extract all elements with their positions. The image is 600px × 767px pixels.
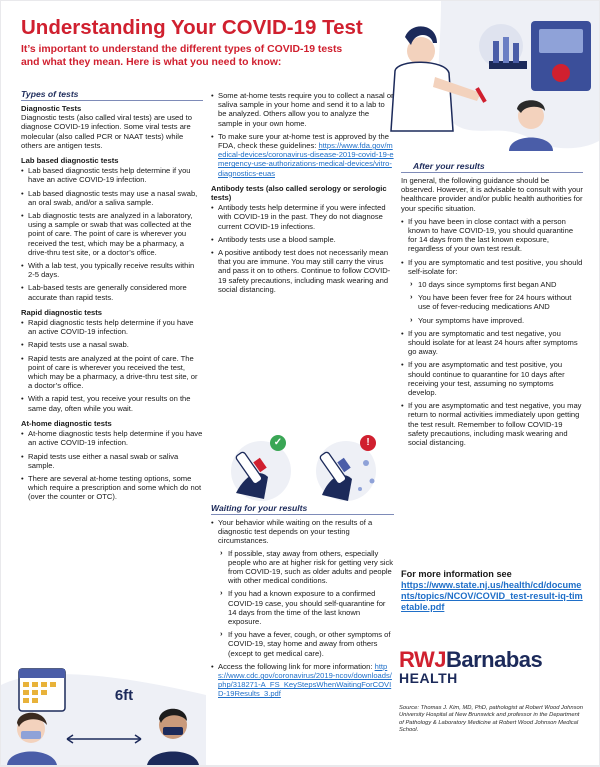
list-item: • A positive antibody test does not necessarily mean that you are immune. You may still carry the virus and pass it on to others. Continue to follow COVID-19 safety precautions, including mask wearing and social distancing. [211,248,394,294]
types-heading: Types of tests [21,89,79,99]
list-item: • Antibody tests help determine if you were infected with COVID-19 in the past. They do not diagnose current COVID-19 infections. [211,203,394,231]
waiting-divider [211,514,394,515]
alert-icon: ! [366,437,370,448]
list-item: › 10 days since symptoms first began AND [408,280,583,289]
list-item [211,518,394,658]
list-item: • With a rapid test, you receive your results on the same day, often while you wait. [21,394,203,412]
fda-item [211,132,394,178]
list-item: • With a lab test, you typically receive results within 2-5 days. [21,261,203,279]
list-item: › Your symptoms have improved. [408,316,583,325]
rapid-heading: Rapid diagnostic tests [21,307,103,317]
after-intro: In general, the following guidance should be observed. However, it is advisable to consult with your healthcare provider and/or public health authorities for your specific situation. [401,176,583,213]
list-item: • If you are asymptomatic and test negative, you may return to normal activities immediately upon getting the test result. Remember to follow COVID-19 safety precautions, including mask wearing and social distancing. [401,401,583,447]
list-item: › If you had a known exposure to a confirmed COVID-19 case, you should self-quarantine for 14 days from the time of the last known exposure. [218,589,394,626]
rapid-list [21,318,203,413]
list-item: • Lab-based tests are generally considered more accurate than rapid tests. [21,283,203,301]
antibody-list [211,203,394,294]
list-item: › You have been fever free for 24 hours without use of fever-reducing medications AND [408,293,583,311]
list-item: • There are several at-home testing options, some which require a prescription and some which do not (over the counter or OTC). [21,474,203,502]
home-list-continued [211,91,394,178]
column-waiting [211,503,394,703]
after-list [401,217,583,447]
lab-heading: Lab based diagnostic tests [21,156,119,166]
more-info-link[interactable]: https://www.state.nj.us/health/cd/documents/topics/NCOV/COVID_test-result-iq-timetable.pdf [401,580,583,612]
list-item: • At-home diagnostic tests help determine if you have an active COVID-19 infection. [21,429,203,447]
logo-health: HEALTH [399,670,458,686]
list-item: • Some at-home tests require you to collect a nasal or saliva sample in your home and send it to a lab to be analyzed. Others allow you to analyze the sample in your own home. [211,91,394,128]
list-item: • Rapid tests are analyzed at the point of care. The point of care is wherever you received the test, which may be a pharmacy, a drive-thru test site, or a doctor’s office. [21,354,203,391]
list-item: › If you have a fever, cough, or other symptoms of COVID-19, stay home and away from others (except to get medical care). [218,630,394,658]
page-title: Understanding Your COVID-19 Test [21,16,363,39]
waiting-heading: Waiting for your results [211,503,308,513]
fda-link[interactable]: https://www.fda.gov/medical-devices/coronavirus-disease-2019-covid-19-emergency-use-authorizations-medical-devices/vitro-diagnostics-euas [218,141,394,178]
distance-label: 6ft [114,687,134,704]
list-item: • If you are asymptomatic and test positive, you should continue to quarantine for 10 days after receiving your test, assuming no symptoms develop. [401,360,583,397]
list-item: • If you have been in close contact with a person known to have COVID-19, you should quarantine for 14 days from the last known exposure, regardless of your own test result. [401,217,583,254]
page-subtitle: It’s important to understand the different types of COVID-19 tests and what they mean. Here is what you need to know: [21,44,343,68]
flyer-page [1,1,599,765]
access-link[interactable]: https://www.cdc.gov/coronavirus/2019-ncov/downloads/php/318271-A_FS_KeyStepsWhenWaitingForCOVID-19Results_3.pdf [218,661,392,699]
list-item: • Lab based diagnostic tests help determine if you have an active COVID-19 infection. [21,166,203,184]
waiting-sublist [218,549,394,658]
logo-barnabas: Barnabas [446,647,543,672]
rwj-logo [399,649,589,686]
lab-list [21,166,203,302]
list-item: • Lab based diagnostic tests may use a nasal swab, an oral swab, and/or a saliva sample. [21,189,203,207]
after-divider [401,172,583,173]
home-heading: At-home diagnostic tests [21,418,112,428]
fda-text: To make sure your at-home test is approved by the FDA, check these guidelines: [218,131,389,151]
more-info-label: For more information see [401,569,512,579]
isolate-text: If you are symptomatic and test positive, you should self-isolate for: [408,257,583,276]
logo-rwj: RWJ [399,647,446,672]
after-heading: After your results [413,161,485,171]
list-item: • If you are symptomatic and test negative, you should isolate for at least 24 hours after symptoms go away. [401,329,583,357]
types-divider [21,100,203,101]
column-types [21,89,203,506]
waiting-intro: Your behavior while waiting on the results of a diagnostic test depends on your testing circumstances. [218,518,373,546]
waiting-list [211,518,394,699]
source-note: Source: Thomas J. Kim, MD, PhD, pathologist at Robert Wood Johnson University Hospital at New Brunswick and professor in the Department of Pathology & Laboratory Medicine at Robert Wood Johnson Medical School. [399,705,583,734]
column-middle [211,91,394,298]
antibody-heading: Antibody tests (also called serology or serologic tests) [211,183,387,203]
home-list [21,429,203,501]
access-item [211,662,394,699]
check-icon: ✓ [273,437,283,448]
diagnostic-heading: Diagnostic Tests [21,104,82,113]
list-item [401,258,583,325]
distancing-illustration [1,655,206,765]
list-item: • Antibody tests use a blood sample. [211,235,394,244]
more-info [401,569,583,613]
lab-illustration [381,1,599,161]
list-item: › If possible, stay away from others, especially people who are at higher risk for getting very sick from COVID-19, such as older adults and people with other medical conditions. [218,549,394,586]
isolate-sublist [408,280,583,325]
header [21,16,381,69]
list-item: • Rapid tests use a nasal swab. [21,340,203,349]
access-text: Access the following link for more information: [218,661,375,671]
list-item: • Rapid tests use either a nasal swab or saliva sample. [21,452,203,470]
column-after [401,161,583,451]
diagnostic-text: Diagnostic tests (also called viral tests) are used to diagnose COVID-19 infection. Some viral tests are molecular (also called PCR or NAAT tests) while others are antigen tests. [21,113,192,150]
list-item: • Lab diagnostic tests are analyzed in a laboratory, using a sample or swab that was collected at the point of care. The point of care is wherever you received the test, which may be a pharmacy, a drive-thru test site, or a doctor’s office. [21,211,203,257]
list-item: • Rapid diagnostic tests help determine if you have an active COVID-19 infection. [21,318,203,336]
